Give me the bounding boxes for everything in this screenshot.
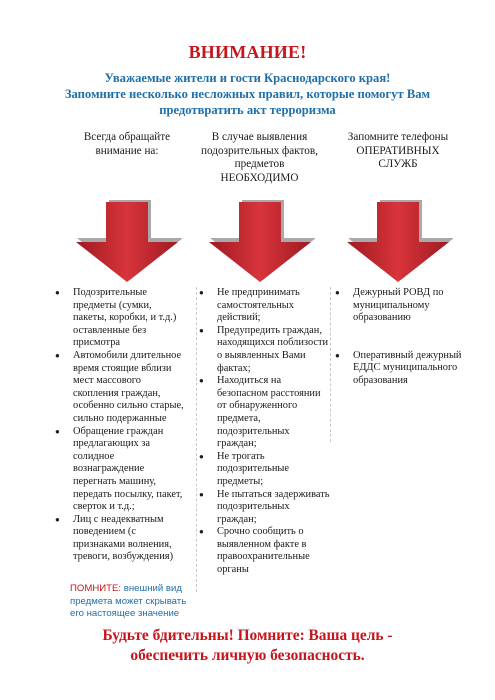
item-line: действий; bbox=[217, 312, 261, 324]
item-line: ● Подозрительные bbox=[73, 287, 147, 298]
item-line: от обнаруженного bbox=[217, 400, 298, 412]
item-line: муниципальному bbox=[353, 299, 430, 311]
column-heading-phones bbox=[328, 131, 468, 172]
item-line: ● Дежурный РОВД по bbox=[353, 287, 444, 298]
item-line: передать посылку, пакет, bbox=[73, 488, 183, 500]
item-line: признаками волнения, bbox=[73, 538, 172, 550]
heading-line: предметов bbox=[234, 158, 285, 170]
heading-line: СЛУЖБ bbox=[378, 158, 418, 170]
heading-line: внимание на: bbox=[95, 144, 159, 157]
actions-list bbox=[199, 287, 329, 577]
item-line: ● Не пытаться задерживать bbox=[217, 488, 330, 500]
item-line: подозрительных bbox=[217, 425, 290, 437]
item-line: предлагающих за bbox=[73, 438, 151, 450]
footer-line: Будьте бдительны! Помните: Ваша цель - bbox=[102, 627, 393, 644]
remember-line: его настоящее значение bbox=[70, 608, 180, 620]
item-line: солидное bbox=[73, 450, 115, 462]
heading-line: Запомните телефоны bbox=[347, 131, 449, 143]
heading-line: подозрительных фактов, bbox=[201, 144, 318, 157]
item-line: ● Автомобили длительное bbox=[73, 349, 182, 361]
remember-note bbox=[70, 583, 210, 621]
item-line: особенно сильно старые, bbox=[73, 400, 184, 412]
item-line: ● Лиц с неадекватным bbox=[73, 513, 164, 525]
footer-line: обеспечить личную безопасность. bbox=[130, 647, 365, 664]
item-line: ● Обращение граждан bbox=[73, 425, 164, 437]
item-line: предметы (сумки, bbox=[73, 299, 152, 311]
item-line: подозрительных bbox=[217, 501, 290, 513]
list-item bbox=[199, 451, 329, 489]
item-line: предмета, bbox=[217, 412, 261, 424]
item-line: образования bbox=[353, 374, 408, 386]
item-line: подозрительные bbox=[217, 463, 290, 475]
list-item bbox=[199, 325, 329, 375]
item-line: время стоящие вблизи bbox=[73, 362, 172, 374]
item-line: образованию bbox=[353, 312, 411, 324]
attention-list bbox=[55, 287, 195, 564]
item-line: выявленном факте в bbox=[217, 538, 307, 550]
list-item bbox=[335, 287, 465, 325]
list-item bbox=[55, 514, 195, 564]
item-line: вознаграждение bbox=[73, 463, 145, 475]
subtitle bbox=[40, 70, 455, 118]
item-line: присмотра bbox=[73, 337, 121, 349]
item-line: сверток и т.д.; bbox=[73, 501, 135, 513]
item-line: мест массового bbox=[73, 375, 141, 387]
column-divider bbox=[196, 287, 197, 592]
item-line: перегнать машину, bbox=[73, 475, 157, 487]
item-line: сильно подержанные bbox=[73, 412, 167, 424]
item-line: ● Срочно сообщить о bbox=[217, 526, 304, 538]
list-item bbox=[335, 350, 465, 388]
item-line: ЕДДС муниципального bbox=[353, 362, 458, 374]
item-line: самостоятельных bbox=[217, 299, 294, 311]
item-line: находящихся поблизости bbox=[217, 337, 329, 349]
subtitle-line: Уважаемые жители и гости Краснодарского края! bbox=[104, 71, 391, 85]
item-line: поведением (с bbox=[73, 526, 136, 538]
item-line: о выявленных Вами bbox=[217, 349, 306, 361]
item-line: оставленные без bbox=[73, 324, 147, 336]
down-arrow-icon bbox=[72, 200, 182, 282]
list-item bbox=[199, 489, 329, 527]
item-line: ● Не трогать bbox=[217, 450, 265, 462]
column-heading-actions bbox=[192, 131, 327, 185]
item-line: ● Предупредить граждан, bbox=[217, 324, 322, 336]
subtitle-line: предотвратить акт терроризма bbox=[159, 103, 336, 117]
list-item bbox=[55, 426, 195, 514]
remember-label: ПОМНИТЕ: bbox=[70, 583, 122, 594]
item-line: пакеты, коробки, и т.д.) bbox=[73, 312, 177, 324]
footer-slogan bbox=[30, 626, 465, 666]
item-line: безопасном расстоянии bbox=[217, 387, 321, 399]
heading-line: Всегда обращайте bbox=[83, 131, 171, 143]
item-line: граждан; bbox=[217, 513, 257, 525]
phones-list bbox=[335, 287, 465, 388]
down-arrow-icon bbox=[205, 200, 315, 282]
item-line: правоохранительные bbox=[217, 551, 310, 563]
heading-line: ОПЕРАТИВНЫХ bbox=[356, 144, 440, 157]
item-line: скопления граждан, bbox=[73, 387, 161, 399]
remember-line: предмета может скрывать bbox=[70, 595, 187, 607]
list-item bbox=[199, 287, 329, 325]
item-line: ● Не предпринимать bbox=[217, 287, 300, 298]
list-item bbox=[55, 287, 195, 350]
list-item bbox=[199, 526, 329, 576]
item-line: граждан; bbox=[217, 438, 257, 450]
page-title: ВНИМАНИЕ! bbox=[188, 42, 307, 62]
item-line: предметы; bbox=[217, 475, 264, 487]
heading-line: НЕОБХОДИМО bbox=[220, 171, 299, 184]
remember-line bbox=[70, 583, 210, 596]
item-line: фактах; bbox=[217, 362, 251, 374]
heading-line: В случае выявления bbox=[211, 131, 308, 143]
column-heading-attention bbox=[62, 131, 192, 158]
item-line: ● Находиться на bbox=[217, 375, 282, 387]
item-line: тревоги, возбуждения) bbox=[73, 551, 174, 563]
subtitle-line: Запомните несколько несложных правил, которые помогут Вам bbox=[64, 87, 431, 101]
remember-text: внешний вид bbox=[121, 583, 182, 594]
down-arrow-icon bbox=[343, 200, 453, 282]
list-item bbox=[199, 375, 329, 451]
column-divider bbox=[330, 287, 331, 442]
item-line: органы bbox=[217, 564, 249, 576]
list-item bbox=[55, 350, 195, 426]
item-line: ● Оперативный дежурный bbox=[353, 349, 462, 361]
